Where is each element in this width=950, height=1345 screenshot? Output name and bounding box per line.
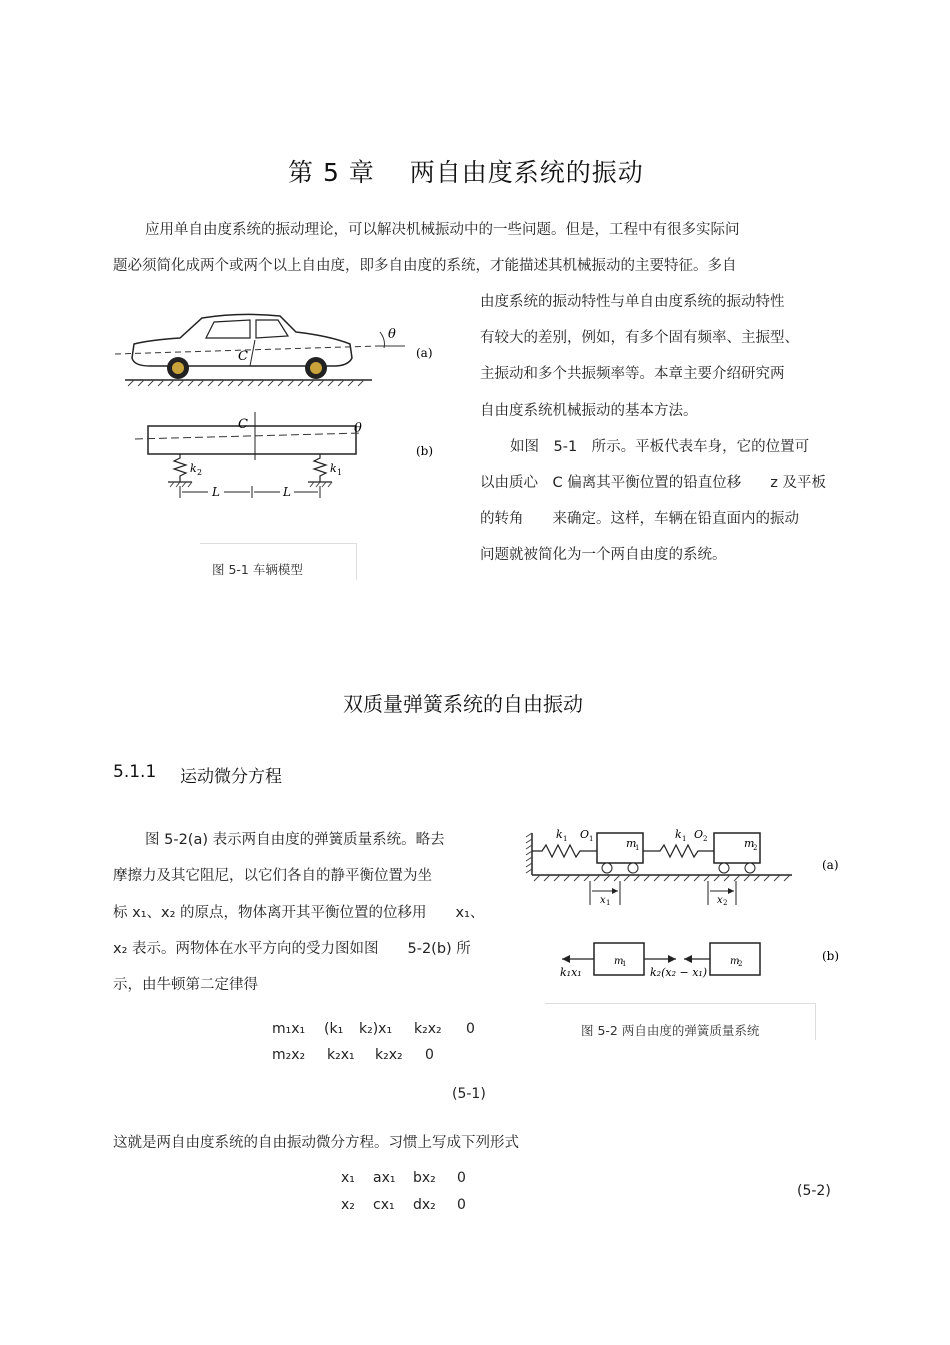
intro-line-3: 由度系统的振动特性与单自由度系统的振动特性 — [480, 294, 785, 310]
subsection-title: 运动微分方程 — [180, 767, 282, 787]
intro-line-6: 自由度系统机械振动的基本方法。 — [480, 403, 698, 419]
label-k-spring2: k — [675, 828, 682, 841]
fig1-text-line-3: 的转角 来确定。这样，车辆在铅直面内的振动 — [480, 511, 799, 527]
eq1-term: k₂x₁ — [327, 1047, 355, 1063]
label-a-fig1: (a) — [416, 346, 433, 360]
fbd-label-m2: m — [730, 956, 740, 967]
fig2-caption: 图 5-2 两自由度的弹簧质量系统 — [581, 1023, 760, 1038]
label-m2: m — [744, 837, 755, 850]
ground-hatch-a — [128, 380, 364, 386]
fig1-text-line-2: 以由质心 C 偏离其平衡位置的铅直位移 z 及平板 — [480, 475, 826, 491]
fbd-label-m1-sub: 1 — [622, 960, 627, 968]
label-k1-fig2: k — [556, 828, 563, 841]
eq2-term: cx₁ — [373, 1197, 395, 1213]
intro-line-2: 题必须简化成两个或两个以上自由度，即多自由度的系统，才能描述其机械振动的主要特征。多自 — [113, 258, 737, 274]
spring-k1-fig2 — [532, 845, 597, 857]
sec-text-line-4: x₂ 表示。两物体在水平方向的受力图如图 5-2(b) 所 — [113, 941, 471, 957]
spring-k2-fig2 — [643, 845, 714, 857]
eq-text: 这就是两自由度系统的自由振动微分方程。习惯上写成下列形式 — [113, 1135, 519, 1151]
fbd-label-m1: m — [614, 956, 624, 967]
intro-line-5: 主振动和多个共振频率等。本章主要介绍研究两 — [480, 366, 785, 382]
eq2-term: bx₂ — [413, 1170, 436, 1186]
eq2-term: dx₂ — [413, 1197, 436, 1213]
label-m2-sub: 2 — [753, 844, 758, 852]
section-title: 双质量弹簧系统的自由振动 — [343, 692, 583, 716]
force-k1x1: k₁x₁ — [560, 966, 582, 979]
eq1-term: k₂x₂ — [375, 1047, 403, 1063]
eq-5-2-line-1 — [341, 1170, 466, 1186]
sec-text-line-1: 图 5-2(a) 表示两自由度的弹簧质量系统。略去 — [145, 832, 445, 848]
eq2-term: x₁ — [341, 1170, 355, 1186]
fig1-text-line-1: 如图 5-1 所示。平板代表车身，它的位置可 — [510, 439, 810, 455]
eq-5-2-number: (5-2) — [797, 1183, 831, 1199]
label-theta-a: θ — [388, 327, 396, 342]
eq2-term: 0 — [457, 1197, 466, 1213]
subsection-number: 5.1.1 — [113, 762, 157, 782]
label-m1: m — [626, 837, 637, 850]
figure-5-2 — [522, 825, 847, 990]
label-C-a: C — [238, 349, 248, 364]
figure-5-1 — [110, 300, 450, 500]
fig1-text-line-4: 问题就被简化为一个两自由度的系统。 — [480, 547, 727, 563]
label-k-spring2-sub: 1 — [682, 835, 687, 843]
eq-5-2-line-2 — [341, 1197, 466, 1213]
label-L-left: L — [212, 485, 220, 499]
label-a-fig2: (a) — [822, 858, 839, 872]
spring-k2 — [174, 454, 186, 482]
eq-5-1-line-1 — [272, 1021, 475, 1037]
label-O1: O — [580, 828, 590, 841]
label-L-right: L — [283, 485, 291, 499]
intro-line-1: 应用单自由度系统的振动理论，可以解决机械振动中的一些问题。但是，工程中有很多实际问 — [145, 222, 740, 238]
eq1-term: k₂x₂ — [414, 1021, 442, 1037]
label-x2: x — [717, 895, 723, 906]
label-O2-sub: 2 — [703, 835, 708, 843]
eq1-term: m₁x₁ — [272, 1021, 306, 1037]
eq1-term: (k₁ — [324, 1021, 344, 1037]
chapter-title: 第 5 章 两自由度系统的振动 — [288, 158, 644, 187]
eq2-term: x₂ — [341, 1197, 355, 1213]
intro-line-4: 有较大的差别，例如，有多个固有频率、主振型、 — [480, 330, 799, 346]
label-k1-fig2-sub: 1 — [563, 835, 568, 843]
label-k2: k — [190, 462, 197, 475]
label-x2-sub: 2 — [723, 899, 728, 907]
force-k2-x2-x1: k₂(x₂ − x₁) — [650, 966, 708, 979]
sec-text-line-2: 摩擦力及其它阻尼，以它们各自的静平衡位置为坐 — [113, 868, 432, 884]
label-O2: O — [694, 828, 704, 841]
eq-5-1-line-2 — [272, 1047, 434, 1063]
label-b-fig2: (b) — [822, 949, 840, 963]
label-x1-sub: 1 — [606, 899, 611, 907]
eq2-term: ax₁ — [373, 1170, 396, 1186]
sec-text-line-3: 标 x₁、x₂ 的原点，物体离开其平衡位置的位移用 x₁、 — [113, 905, 485, 921]
fig1-caption: 图 5-1 车辆模型 — [212, 562, 303, 577]
plate — [148, 426, 356, 454]
sec-text-line-5: 示，由牛顿第二定律得 — [113, 977, 258, 993]
label-k1-sub: 1 — [337, 468, 343, 477]
eq2-term: 0 — [457, 1170, 466, 1186]
eq1-term: 0 — [466, 1021, 475, 1037]
eq1-term: m₂x₂ — [272, 1047, 306, 1063]
eq1-term: 0 — [425, 1047, 434, 1063]
spring-k1 — [314, 454, 326, 482]
fbd-label-m2-sub: 2 — [738, 960, 743, 968]
eq1-term: k₂)x₁ — [359, 1021, 393, 1037]
label-k1: k — [330, 462, 337, 475]
label-k2-sub: 2 — [197, 468, 203, 477]
label-b-fig1: (b) — [416, 444, 434, 458]
car-window-front — [206, 320, 250, 338]
label-C-b: C — [238, 417, 248, 432]
label-x1: x — [600, 895, 606, 906]
label-m1-sub: 1 — [635, 844, 640, 852]
label-theta-b: θ — [354, 421, 362, 436]
eq-5-1-number: (5-1) — [452, 1086, 486, 1102]
car-window-rear — [256, 320, 288, 338]
label-O1-sub: 1 — [589, 835, 594, 843]
